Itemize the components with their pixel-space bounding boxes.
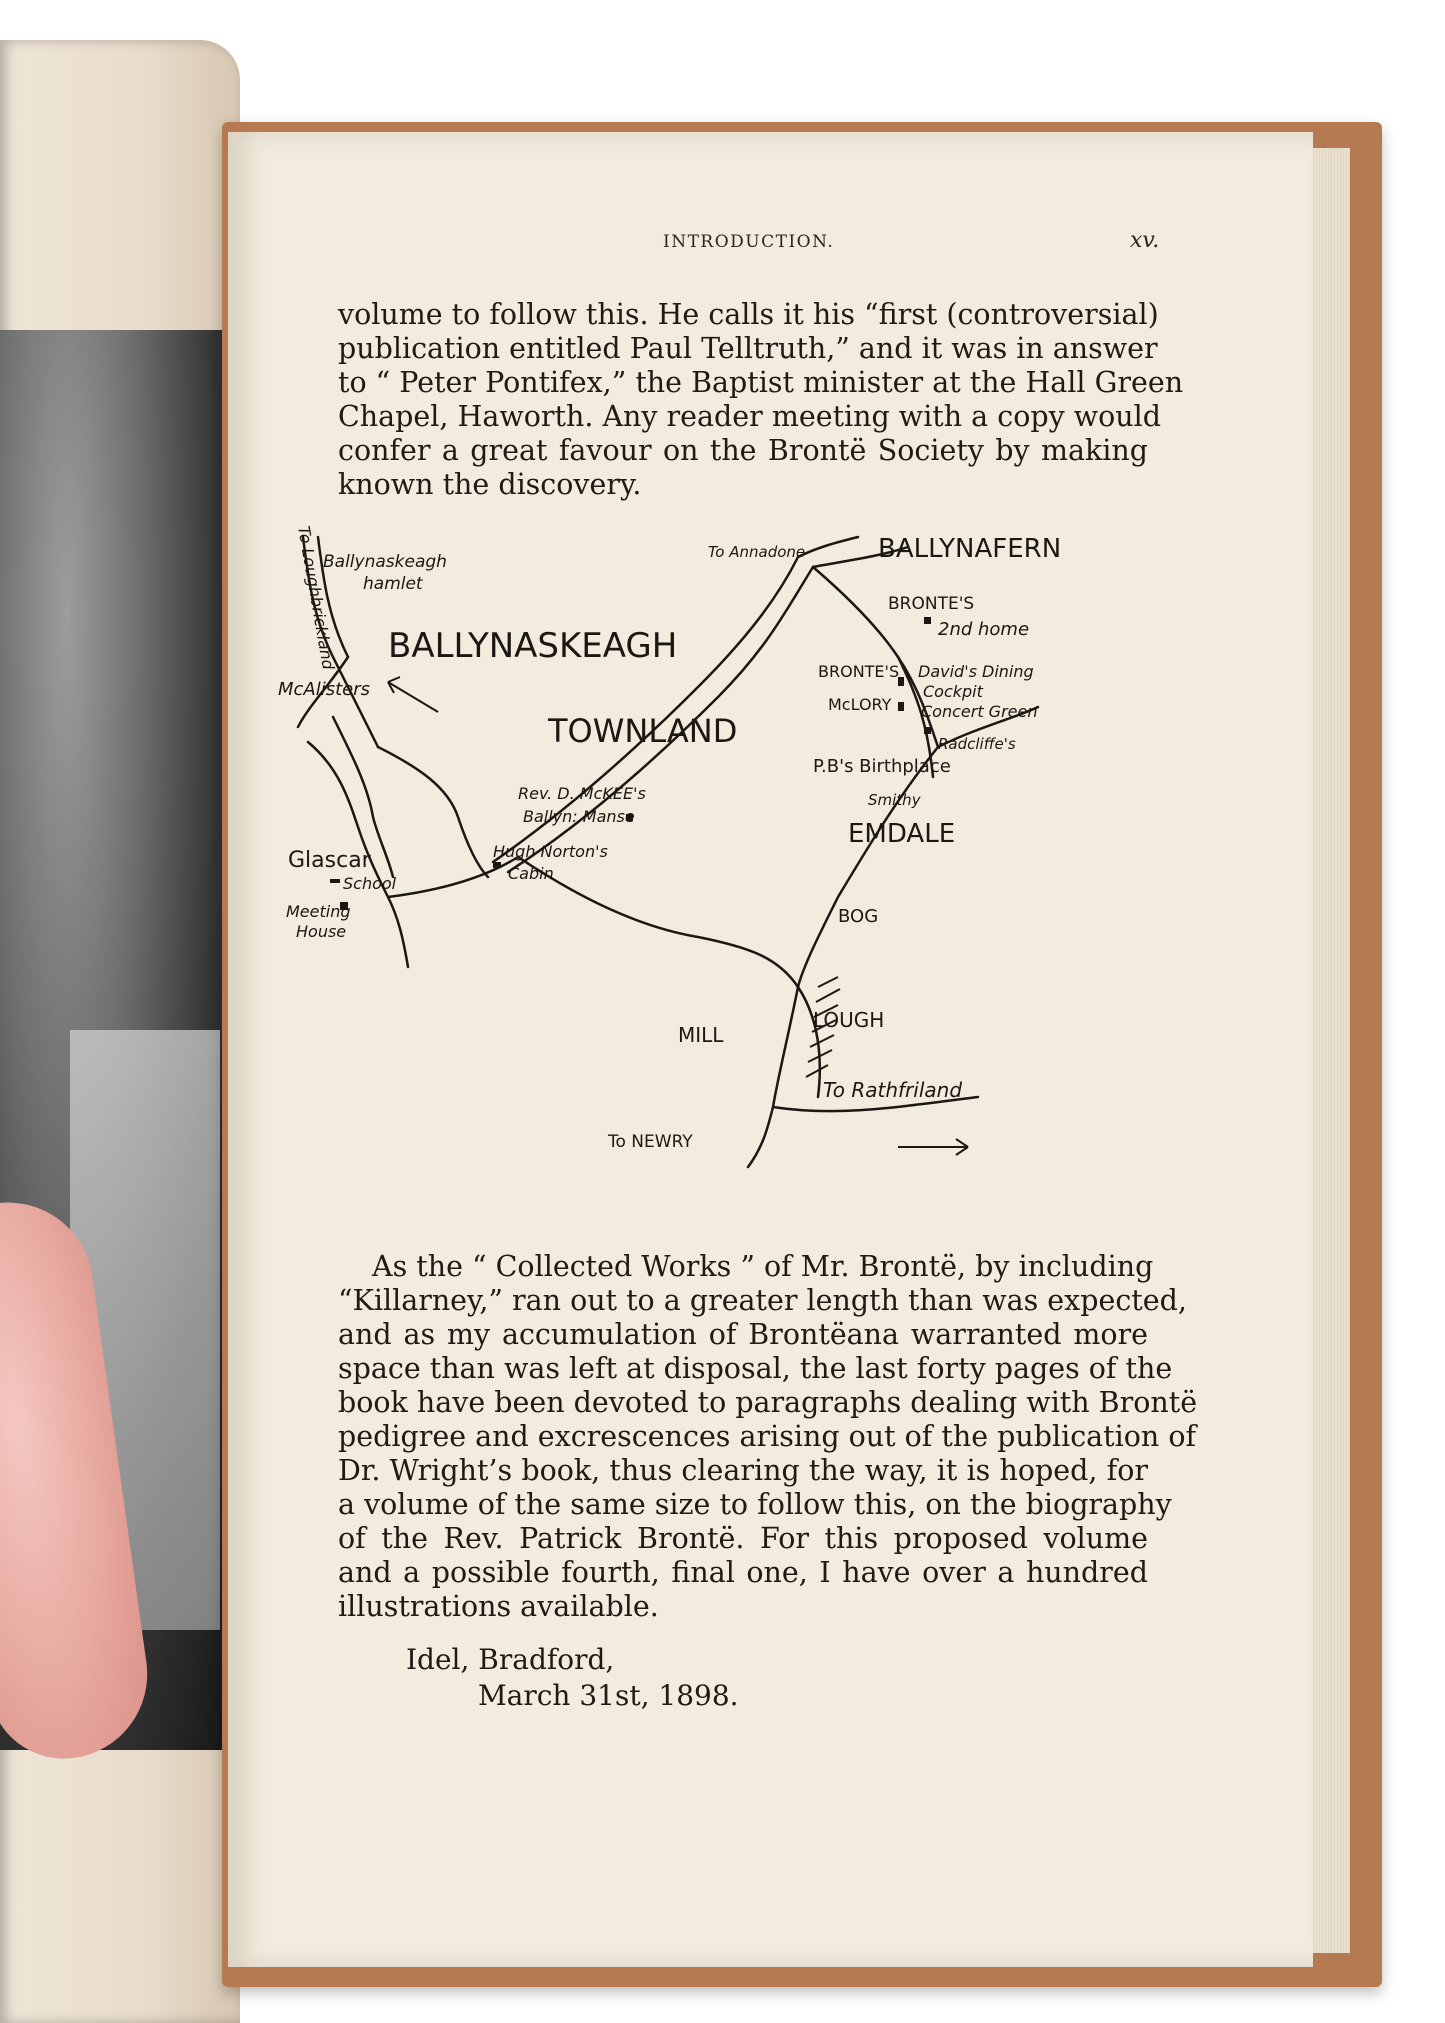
paragraph-1 xyxy=(338,298,1184,502)
label-school: School xyxy=(343,874,397,893)
running-head: INTRODUCTION. xyxy=(663,232,835,252)
text-line: Dr. Wright’s book, thus clearing the way, it is hoped, for xyxy=(338,1454,1148,1487)
label-mcalisters: McAlisters xyxy=(278,679,371,700)
road-emdale-to-bog xyxy=(798,747,938,987)
text-line: book have been devoted to paragraphs dealing with Brontë xyxy=(338,1386,1198,1419)
road-to-mill xyxy=(518,857,798,987)
marker-radcliffes xyxy=(924,727,931,734)
label-hugh-nortons-cabin: Hugh Norton's xyxy=(493,842,608,861)
label-davids-dining: David's Dining xyxy=(918,662,1034,681)
text-line: confer a great favour on the Brontë Society by making xyxy=(338,434,1148,467)
label-lough: LOUGH xyxy=(813,1008,885,1032)
label-bog: BOG xyxy=(838,906,879,927)
label-to-rathfriland: To Rathfriland xyxy=(823,1078,963,1102)
marker-mclory xyxy=(898,702,904,711)
label-rev-mckee: Rev. D. McKEE's xyxy=(518,784,646,803)
label-meeting-house: Meeting xyxy=(286,902,351,921)
label-ballynaskeagh-hamlet: hamlet xyxy=(363,574,423,594)
arrow-icon xyxy=(898,1139,968,1155)
label-brontes: BRONTE'S xyxy=(818,662,900,681)
text-line: volume to follow this. He calls it his “first (controversial) xyxy=(338,298,1159,331)
road-annadone xyxy=(798,537,858,557)
label-rev-mckee: Ballyn: Manse xyxy=(523,807,635,826)
label-brontes-2nd-home: 2nd home xyxy=(938,619,1030,640)
paragraph-2 xyxy=(338,1250,1198,1624)
label-to-newry: To NEWRY xyxy=(608,1132,693,1152)
text-line: space than was left at disposal, the last forty pages of the xyxy=(338,1352,1173,1385)
label-glascar: Glascar xyxy=(288,848,371,873)
label-mclory: McLORY xyxy=(828,695,892,714)
signature-date: March 31st, 1898. xyxy=(478,1679,739,1712)
marker-cabin xyxy=(493,862,501,868)
label-ballynafern: BALLYNAFERN xyxy=(878,534,1062,564)
label-mill: MILL xyxy=(678,1023,724,1047)
label-to-annadone: To Annadone xyxy=(708,543,806,561)
text-line: publication entitled Paul Telltruth,” and it was in answer xyxy=(338,332,1158,365)
page-header xyxy=(228,228,1313,262)
arrow-icon xyxy=(388,677,438,712)
signature-block xyxy=(406,1642,739,1714)
page-number: xv. xyxy=(1130,228,1160,253)
text-line: As the “ Collected Works ” of Mr. Brontë, by including xyxy=(372,1250,1154,1283)
hand-drawn-map xyxy=(278,517,1228,1217)
label-cockpit: Cockpit xyxy=(923,682,983,701)
text-line: pedigree and excrescences arising out of the publication of xyxy=(338,1420,1197,1453)
text-line: of the Rev. Patrick Brontë. For this proposed volume xyxy=(338,1522,1148,1555)
label-pbs-birthplace: P.B's Birthplace xyxy=(813,756,951,777)
label-ballynaskeagh-hamlet: Ballynaskeagh xyxy=(323,552,447,572)
text-line: to “ Peter Pontifex,” the Baptist minister at the Hall Green xyxy=(338,366,1184,399)
label-radcliffes: Radcliffe's xyxy=(938,735,1016,753)
road-lough xyxy=(798,987,820,1097)
text-line: and as my accumulation of Brontëana warranted more xyxy=(338,1318,1148,1351)
label-emdale: EMDALE xyxy=(848,819,956,849)
text-line: and a possible fourth, final one, I have over a hundred xyxy=(338,1556,1148,1589)
text-line: a volume of the same size to follow this, on the biography xyxy=(338,1488,1172,1521)
text-line: known the discovery. xyxy=(338,468,642,501)
text-line: “Killarney,” ran out to a greater length than was expected, xyxy=(338,1284,1187,1317)
label-concert-green: Concert Green xyxy=(921,702,1038,721)
marker-2nd-home xyxy=(924,617,931,624)
marker-school xyxy=(330,879,340,883)
label-brontes-2nd-home: BRONTE'S xyxy=(888,594,975,614)
road-to-newry xyxy=(748,987,798,1167)
label-townland: TOWNLAND xyxy=(548,712,738,750)
label-hugh-nortons-cabin: Cabin xyxy=(508,864,554,883)
label-meeting-house: House xyxy=(296,922,347,941)
label-smithy: Smithy xyxy=(868,791,921,809)
signature-place: Idel, Bradford, xyxy=(406,1643,615,1676)
label-to-loughbrickland: To Loughbrickland xyxy=(294,524,339,672)
label-ballynaskeagh: BALLYNASKEAGH xyxy=(388,626,678,666)
text-line: illustrations available. xyxy=(338,1590,659,1623)
road-to-cabin xyxy=(378,747,488,877)
book-page xyxy=(228,132,1313,1967)
text-line: Chapel, Haworth. Any reader meeting with a copy would xyxy=(338,400,1162,433)
